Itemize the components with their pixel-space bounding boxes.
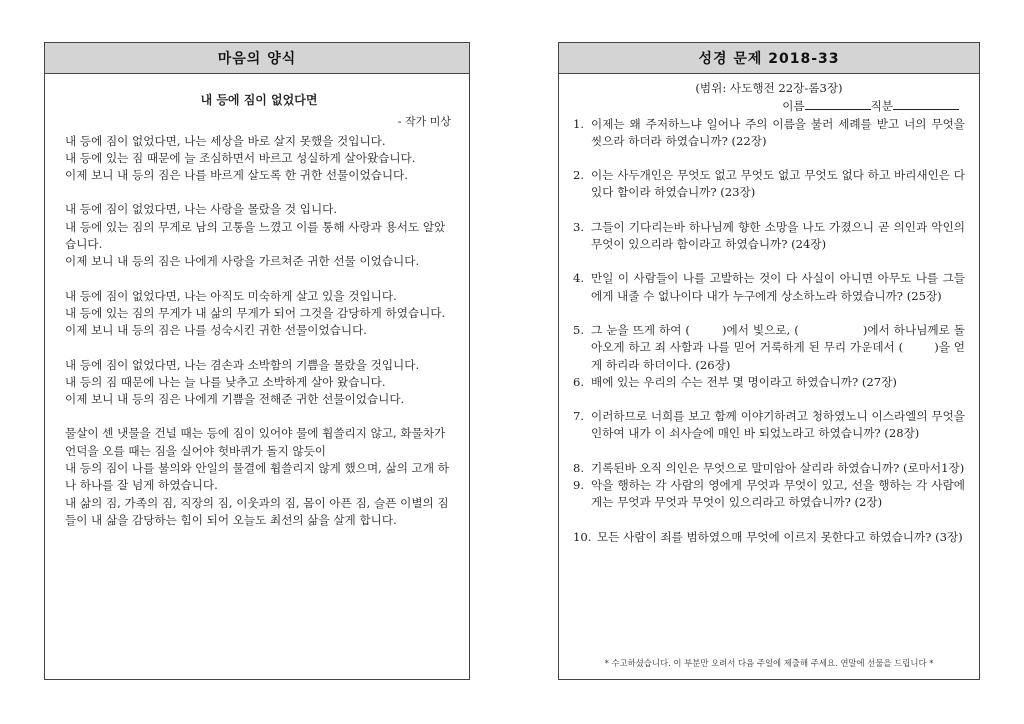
- question-text: 그 눈을 뜨게 하여 ( )에서 빛으로, ( )에서 하나님께로 돌아오게 하고 죄 사함과 나를 믿어 거룩하게 된 무리 가운데서 ( )을 얻게 하리라 하더이다. (26장): [591, 322, 965, 372]
- quiz-panel-header: 성경 문제 2018-33: [559, 43, 979, 74]
- poem-line: 내 삶의 짐, 가족의 짐, 직장의 짐, 이웃과의 짐, 몸이 아픈 짐, 슬픈 이별의 짐들이 내 삶을 감당하는 힘이 되어 오늘도 최선의 삶을 살게 합니다.: [65, 495, 449, 527]
- poem-line: 내 등에 짐이 없었다면, 나는 아직도 미숙하게 살고 있을 것입니다.: [65, 288, 397, 303]
- question-10: [573, 529, 965, 546]
- question-number: 5.: [573, 322, 585, 337]
- position-label: 직분: [870, 99, 893, 114]
- poem-line: 이제 보니 내 등의 짐은 나에게 기쁨을 전해준 귀한 선물이었습니다.: [65, 392, 405, 407]
- poem-line: 물살이 센 냇물을 건널 때는 등에 짐이 있어야 물에 휩쓸리지 않고, 화물차가 언덕을 오를 때는 짐을 실어야 헛바퀴가 돌지 않듯이: [65, 426, 446, 458]
- question-text: 모든 사람이 죄를 범하였으매 무엇에 이르지 못한다고 하였습니까? (3장): [597, 529, 963, 544]
- question-text: 기록된바 오직 의인은 무엇으로 말미암아 살리라 하였습니까? (로마서1장): [591, 460, 965, 475]
- question-4: [573, 270, 965, 305]
- poem-stanza-4: [65, 357, 453, 409]
- quiz-footer-note: * 수고하셨습니다. 이 부분만 오려서 다음 주일에 제출해 주세요. 연말에 선물을 드립니다 *: [604, 658, 934, 668]
- poem-line: 내 등의 짐이 나를 불의와 안일의 물결에 휩쓸리지 않게 했으며, 삶의 고개 하나 하나를 잘 넘게 하였습니다.: [65, 461, 449, 493]
- poem-line: 내 등에 짐이 없었다면, 나는 세상을 바로 살지 못했을 것입니다.: [65, 133, 386, 148]
- poem-line: 내 등에 짐이 없었다면, 나는 사랑을 몰랐을 것 입니다.: [65, 202, 338, 217]
- poem-stanza-5: [65, 425, 453, 529]
- poem-author: - 작가 미상: [397, 115, 451, 129]
- question-number: 9.: [573, 478, 585, 493]
- question-number: 6.: [573, 374, 585, 389]
- poem-line: 내 등에 있는 짐의 무게로 남의 고통을 느꼈고 이를 통해 사랑과 용서도 알았습니다.: [65, 219, 446, 252]
- question-number: 4.: [573, 271, 585, 286]
- poem-stanza-2: [65, 201, 453, 270]
- question-text: 이러하므로 너희를 보고 함께 이야기하려고 청하였노니 이스라엘의 무엇을 인하여 내가 이 쇠사슬에 매인 바 되었노라고 하였습니까? (28장): [591, 409, 965, 441]
- question-number: 8.: [573, 460, 585, 475]
- poem-line: 내 등에 있는 짐의 무게가 내 삶의 무게가 되어 그것을 감당하게 하였습니다.: [65, 305, 446, 320]
- question-3: [573, 219, 965, 254]
- question-text: 만일 이 사람들이 나를 고발하는 것이 다 사실이 아니면 아무도 나를 그들에게 내줄 수 없나이다 내가 누구에게 상소하노라 하였습니까? (25장): [591, 271, 965, 303]
- question-number: 10.: [573, 529, 592, 544]
- quiz-body: [559, 74, 979, 546]
- poem-line: 이제 보니 내 등의 짐은 나에게 사랑을 가르쳐준 귀한 선물 이었습니다.: [65, 254, 420, 269]
- question-text: 악을 행하는 각 사람의 영에게 무엇과 무엇이 있고, 선을 행하는 각 사람에게는 무엇과 무엇과 무엇이 있으리라고 하였습니까? (2장): [591, 478, 965, 510]
- poem-line: 이제 보니 내 등의 짐은 나를 바르게 살도록 한 귀한 선물이었습니다.: [65, 168, 408, 183]
- poem-panel: [44, 42, 470, 680]
- name-label: 이름: [782, 99, 805, 114]
- position-blank[interactable]: [893, 97, 959, 110]
- poem-line: 내 등의 짐 때문에 나는 늘 나를 낮추고 소박하게 살아 왔습니다.: [65, 374, 386, 389]
- quiz-panel: [558, 42, 980, 680]
- question-text: 이는 사두개인은 무엇도 없고 무엇도 없고 무엇도 없다 하고 바리새인은 다 있다 함이라 하였습니까? (23장): [591, 168, 965, 200]
- question-2: [573, 167, 965, 202]
- poem-line: 이제 보니 내 등의 짐은 나를 성숙시킨 귀한 선물이었습니다.: [65, 323, 367, 338]
- question-7: [573, 408, 965, 443]
- name-position-line: [573, 97, 965, 115]
- question-8: [573, 460, 965, 477]
- quiz-range: (범위: 사도행전 22장-롬3장): [695, 81, 843, 95]
- question-number: 2.: [573, 168, 585, 183]
- question-number: 3.: [573, 219, 585, 234]
- question-number: 1.: [573, 116, 585, 131]
- question-9: [573, 477, 965, 512]
- poem-stanza-1: [65, 133, 453, 185]
- poem-body: [45, 74, 469, 529]
- question-number: 7.: [573, 409, 585, 424]
- name-blank[interactable]: [805, 97, 871, 110]
- question-5: [573, 322, 965, 374]
- question-text: 이제는 왜 주저하느냐 일어나 주의 이름을 불러 세례를 받고 너의 무엇을 씻으라 하더라 하였습니까? (22장): [591, 116, 965, 148]
- question-1: [573, 116, 965, 151]
- poem-stanza-3: [65, 288, 453, 340]
- question-6: [573, 374, 965, 391]
- question-text: 배에 있는 우리의 수는 전부 몇 명이라고 하였습니까? (27장): [591, 374, 897, 389]
- poem-line: 내 등에 짐이 없었다면, 나는 겸손과 소박함의 기쁨을 몰랐을 것입니다.: [65, 357, 420, 372]
- poem-title: 내 등에 짐이 없었다면: [200, 93, 318, 107]
- poem-panel-header: 마음의 양식: [45, 43, 469, 74]
- poem-line: 내 등에 있는 짐 때문에 늘 조심하면서 바르고 성실하게 살아왔습니다.: [65, 150, 416, 165]
- question-text: 그들이 기다리는바 하나님께 향한 소망을 나도 가졌으니 곧 의인과 악인의 무엇이 있으리라 함이라고 하였습니까? (24장): [591, 219, 965, 252]
